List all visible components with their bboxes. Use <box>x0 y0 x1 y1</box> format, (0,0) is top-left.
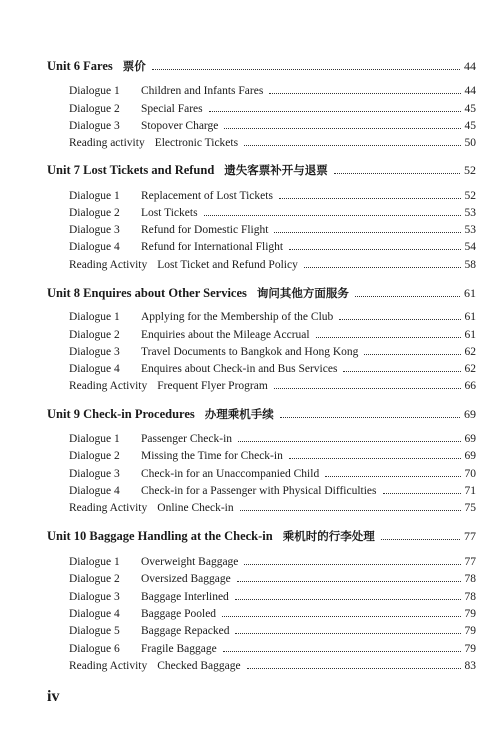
entry-title: Missing the Time for Check-in <box>141 450 283 462</box>
page-number: 52 <box>464 163 476 177</box>
dot-leader <box>289 249 460 250</box>
entry-title: Frequent Flyer Program <box>157 380 268 392</box>
dot-leader <box>274 232 460 233</box>
page-number: 45 <box>464 103 476 115</box>
dot-leader <box>381 539 460 540</box>
toc-entry <box>69 625 476 641</box>
page-number: 62 <box>464 363 476 375</box>
dot-leader <box>316 337 461 338</box>
entry-title: Enquiries about the Mileage Accrual <box>141 329 310 341</box>
page-number: 78 <box>464 591 476 603</box>
page-number: 77 <box>464 529 476 543</box>
dot-leader <box>280 417 460 418</box>
entry-label: Dialogue 3 <box>69 224 120 236</box>
entry-label: Reading Activity <box>69 502 148 514</box>
entry-title: Baggage Repacked <box>141 625 230 637</box>
entry-title: Special Fares <box>141 103 203 115</box>
unit-title-cn: 遗失客票补开与退票 <box>224 163 328 177</box>
page-number: 70 <box>464 468 476 480</box>
dot-leader <box>334 173 460 174</box>
dot-leader <box>325 476 460 477</box>
entry-label: Reading activity <box>69 137 145 149</box>
dot-leader <box>355 296 460 297</box>
page-number: 78 <box>464 573 476 585</box>
dot-leader <box>235 599 461 600</box>
page-folio: iv <box>47 688 60 705</box>
entry-title: Stopover Charge <box>141 120 219 132</box>
page-number: 61 <box>464 311 476 323</box>
entry-title: Check-in for a Passenger with Physical Difficulties <box>141 485 377 497</box>
dot-leader <box>289 458 461 459</box>
page-number: 79 <box>464 625 476 637</box>
dot-leader <box>223 651 461 652</box>
entry-title: Refund for International Flight <box>141 241 284 253</box>
entry-title: Enquires about Check-in and Bus Services <box>141 363 338 375</box>
page-number: 66 <box>464 380 476 392</box>
page-number: 53 <box>464 207 476 219</box>
dot-leader <box>238 441 460 442</box>
unit-title-cn: 询问其他方面服务 <box>256 286 349 300</box>
toc-entry <box>69 608 476 624</box>
entry-title: Oversized Baggage <box>141 573 231 585</box>
dot-leader <box>304 267 461 268</box>
entry-label: Dialogue 3 <box>69 468 120 480</box>
toc-entry <box>69 207 476 223</box>
toc-entry <box>69 311 476 327</box>
entry-label: Dialogue 6 <box>69 643 120 655</box>
entry-label: Dialogue 1 <box>69 85 120 97</box>
entry-title: Baggage Pooled <box>141 608 217 620</box>
toc-entry <box>69 556 476 572</box>
page-number: 62 <box>464 346 476 358</box>
toc-entry <box>69 137 476 153</box>
unit-title-cn: 乘机时的行李处理 <box>282 529 375 543</box>
entry-label: Dialogue 2 <box>69 573 120 585</box>
toc-entry <box>69 120 476 136</box>
entry-label: Dialogue 2 <box>69 450 120 462</box>
page-number: 69 <box>464 407 476 421</box>
entry-label: Dialogue 4 <box>69 485 120 497</box>
entry-title: Passenger Check-in <box>141 433 233 445</box>
toc-entry <box>69 241 476 257</box>
toc-entry <box>69 433 476 449</box>
entry-title: Electronic Tickets <box>154 137 239 149</box>
dot-leader <box>152 69 460 70</box>
dot-leader <box>237 581 461 582</box>
page-number: 71 <box>464 485 476 497</box>
dot-leader <box>222 616 460 617</box>
unit-title: Unit 10 Baggage Handling at the Check-in <box>47 529 273 543</box>
page-number: 54 <box>464 241 476 253</box>
unit-heading <box>47 406 476 424</box>
toc-entry <box>69 573 476 589</box>
toc-entry <box>69 259 476 275</box>
dot-leader <box>244 564 460 565</box>
toc-entry <box>69 660 476 676</box>
toc-entry <box>69 468 476 484</box>
entry-label: Dialogue 2 <box>69 207 120 219</box>
toc-entry <box>69 363 476 379</box>
page-number: 69 <box>464 433 476 445</box>
entry-label: Dialogue 4 <box>69 241 120 253</box>
entry-label: Dialogue 2 <box>69 103 120 115</box>
toc-entry <box>69 450 476 466</box>
entry-label: Dialogue 3 <box>69 346 120 358</box>
page-number: 53 <box>464 224 476 236</box>
toc-entry <box>69 502 476 518</box>
unit-heading <box>47 162 476 180</box>
dot-leader <box>244 145 460 146</box>
entry-label: Dialogue 4 <box>69 363 120 375</box>
toc-entry <box>69 591 476 607</box>
page-number: 50 <box>464 137 476 149</box>
page-number: 58 <box>464 259 476 271</box>
entry-title: Checked Baggage <box>157 660 241 672</box>
toc-entry <box>69 380 476 396</box>
dot-leader <box>364 354 460 355</box>
dot-leader <box>383 493 461 494</box>
page-number: 77 <box>464 556 476 568</box>
entry-label: Dialogue 2 <box>69 329 120 341</box>
toc-entry <box>69 329 476 345</box>
dot-leader <box>339 319 460 320</box>
entry-label: Dialogue 1 <box>69 433 120 445</box>
entry-label: Dialogue 1 <box>69 311 120 323</box>
unit-heading <box>47 528 476 546</box>
unit-heading <box>47 58 476 76</box>
unit-title-cn: 办理乘机手续 <box>204 407 274 421</box>
page-number: 61 <box>464 286 476 300</box>
entry-label: Dialogue 4 <box>69 608 120 620</box>
entry-title: Children and Infants Fares <box>141 85 264 97</box>
unit-title: Unit 8 Enquires about Other Services <box>47 286 247 300</box>
entry-title: Overweight Baggage <box>141 556 239 568</box>
dot-leader <box>204 215 461 216</box>
dot-leader <box>240 510 461 511</box>
dot-leader <box>209 111 461 112</box>
dot-leader <box>274 388 461 389</box>
page-number: 44 <box>464 85 476 97</box>
dot-leader <box>247 668 461 669</box>
unit-heading <box>47 285 476 303</box>
toc-entry <box>69 346 476 362</box>
toc-entry <box>69 190 476 206</box>
entry-label: Dialogue 3 <box>69 120 120 132</box>
entry-title: Applying for the Membership of the Club <box>141 311 334 323</box>
dot-leader <box>235 633 460 634</box>
toc-entry <box>69 224 476 240</box>
page-number: 61 <box>464 329 476 341</box>
dot-leader <box>279 198 461 199</box>
entry-label: Reading Activity <box>69 380 148 392</box>
entry-title: Lost Tickets <box>141 207 198 219</box>
entry-label: Reading Activity <box>69 660 148 672</box>
page-number: 44 <box>464 59 476 73</box>
dot-leader <box>269 93 460 94</box>
page-number: 69 <box>464 450 476 462</box>
entry-title: Travel Documents to Bangkok and Hong Kong <box>141 346 359 358</box>
unit-title: Unit 7 Lost Tickets and Refund <box>47 163 215 177</box>
entry-title: Check-in for an Unaccompanied Child <box>141 468 320 480</box>
unit-title: Unit 6 Fares <box>47 59 113 73</box>
page-number: 83 <box>464 660 476 672</box>
toc-entry <box>69 103 476 119</box>
page-number: 79 <box>464 608 476 620</box>
entry-title: Replacement of Lost Tickets <box>141 190 273 202</box>
dot-leader <box>343 371 460 372</box>
entry-label: Dialogue 3 <box>69 591 120 603</box>
dot-leader <box>224 128 460 129</box>
entry-label: Dialogue 1 <box>69 190 120 202</box>
toc-entry <box>69 85 476 101</box>
entry-title: Baggage Interlined <box>141 591 229 603</box>
entry-label: Reading Activity <box>69 259 148 271</box>
page-number: 45 <box>464 120 476 132</box>
toc-entry <box>69 643 476 659</box>
toc-entry <box>69 485 476 501</box>
unit-title: Unit 9 Check-in Procedures <box>47 407 195 421</box>
unit-title-cn: 票价 <box>122 59 146 73</box>
entry-title: Lost Ticket and Refund Policy <box>157 259 298 271</box>
entry-label: Dialogue 1 <box>69 556 120 568</box>
page-number: 79 <box>464 643 476 655</box>
page-number: 75 <box>464 502 476 514</box>
page-number: 52 <box>464 190 476 202</box>
entry-label: Dialogue 5 <box>69 625 120 637</box>
entry-title: Fragile Baggage <box>141 643 217 655</box>
entry-title: Online Check-in <box>157 502 234 514</box>
entry-title: Refund for Domestic Flight <box>141 224 269 236</box>
